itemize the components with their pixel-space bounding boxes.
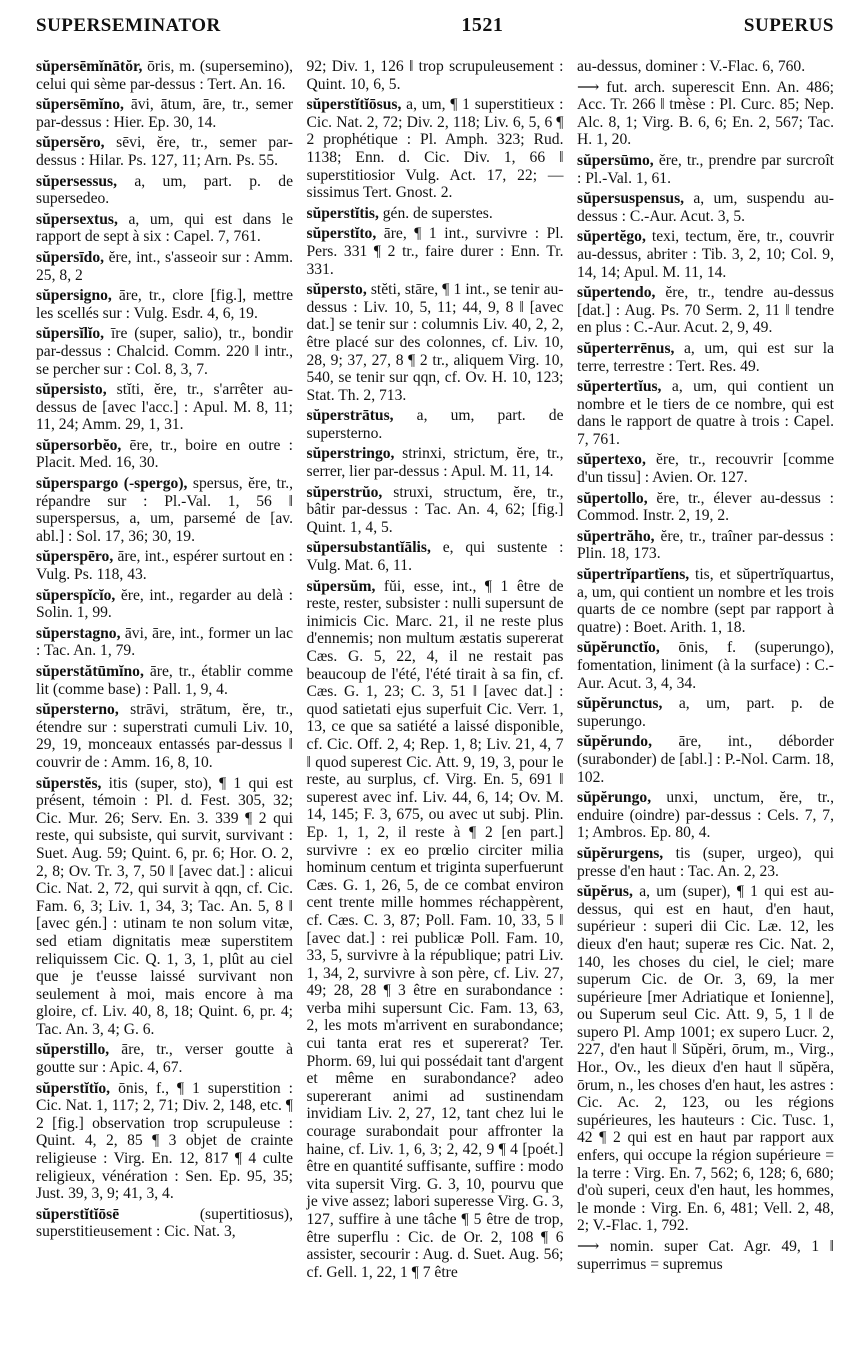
dictionary-entry xyxy=(36,249,293,284)
headword: sŭpersuspensus, xyxy=(577,190,685,208)
entry-text: a, um, part. p. de superungo. xyxy=(577,695,834,730)
entry-text: a, um, qui est dans le rapport de sept à six : Capel. 7, 761. xyxy=(36,210,293,246)
headword: sŭpertrăho, xyxy=(577,527,655,545)
headword: sŭperstrŭo, xyxy=(306,483,383,501)
dictionary-entry xyxy=(36,1080,293,1203)
dictionary-entry xyxy=(36,211,293,246)
headword: sŭperspargo (-spergo), xyxy=(36,475,188,493)
headword: sŭpertexo, xyxy=(577,451,646,469)
headword: sŭpĕrus, xyxy=(577,883,633,901)
dictionary-entry xyxy=(307,205,564,223)
entry-text: ōnis, f. (superungo), fomentation, liniment (à la surface) : C.-Aur. Acut. 3, 4, 34. xyxy=(577,639,834,692)
headword: sŭperstătūmĭno, xyxy=(36,663,144,680)
entry-text: strāvi, strātum, ĕre, tr., étendre sur : superstrati cumuli Liv. 10, 29, 19, monceaux entassés par-dessus ‖ couvrir de : Amm. 16, 8, 10. xyxy=(36,701,293,771)
entry-text: au-dessus, dominer : V.-Flac. 6, 760. xyxy=(577,58,806,75)
dictionary-entry xyxy=(36,134,293,169)
dictionary-entry xyxy=(36,325,293,378)
headword: sŭpersĕro, xyxy=(36,134,105,152)
headword: sŭperstĭtĭōsus, xyxy=(306,96,402,114)
dictionary-entry xyxy=(36,437,293,472)
entry-text: a, um, suspendu au-dessus : C.-Aur. Acut. 3, 5. xyxy=(577,190,834,225)
dictionary-entry xyxy=(577,451,834,486)
entry-text: a, um, part. de supersterno. xyxy=(306,407,564,442)
entry-text: fŭi, esse, int., ¶ 1 être de reste, rester, subsister : nulli supersunt de inimicis Cic. Marc. 21, il ne reste plus d'ennemis; non multum æstatis supererat Cæs. G. 5, 22, 4, il ne restait pas beaucoup de l'été, l'été tirait à sa fin, cf. Cæs. G. 1, 23; C. 3, 51 ‖ [avec dat.] : quod satietati ejus superfuit Cic. Verr. 1, 13, ce que sa satiété a laissé disponible, cf. Cic. Off. 2, 4; Rep. 1, 8; Liv. 21, 4, 7 ‖ quod superest Cic. Att. 9, 19, 3, pour le reste, au surplus, cf. Virg. En. 5, 691 ‖ superest avec inf. Liv. 44, 6, 14; Ov. M. 14, 145; F. 3, 675, ou avec ut subj. Plin. Ep. 1, 1, 2, il reste à ¶ 2 [en part.] survivre : ex eo prœlio circiter milia hominum centum et triginta superfuerunt Cæs. G. 1, 26, 5, de ce combat environ cent trente mille hommes réchappèrent, cf. Cæs. C. 3, 87; Poll. Fam. 10, 33, 5 ‖ [avec dat.] : rei publicæ Poll. Fam. 10, 33, 5, survivre à la république; patri Liv. 1, 34, 2, survivre à son père, cf. Liv. 27, 49; 28, 28 ¶ 3 être en surabondance : verba mihi supersunt Cic. Fam. 13, 63, 2, les mots m'arrivent en surabondance; cui tanta erat res et supererat? Ter. Phorm. 69, lui qui possédait tant d'argent et même en surabondance? adeo supererant animi ad sustinendam invidiam Liv. 2, 27, 12, tant chez lui le courage surabondait pour affronter la haine, cf. Liv. 1, 6, 3; 2, 42, 9 ¶ 4 [poét.] être en quantité suffisante, suffire : modo vita supersit Virg. G. 3, 10, pourvu que je vive assez; labori superesse Virg. G. 3, 127, suffire à une tâche ¶ 5 être de trop, être superflu : Cic. de Or. 2, 108 ¶ 6 assister, secourir : Aug. d. Suet. Aug. 56; cf. Gell. 1, 22, 1 ¶ 7 être xyxy=(306,577,564,1281)
dictionary-entry xyxy=(36,775,293,1039)
headword: sŭpĕrungo, xyxy=(577,789,652,807)
entry-text: ōris, m. (superseminо), celui qui sème par-dessus : Tert. An. 16. xyxy=(36,58,293,93)
entry-text: tis (super, urgeo), qui presse d'en haut : Tac. An. 2, 23. xyxy=(577,844,834,880)
column-right xyxy=(577,58,834,1284)
entry-text: a, um, qui contient un nombre et le tiers de ce nombre, qui est dans le rapport de quatre à trois : Capel. 7, 761. xyxy=(577,378,834,448)
dictionary-entry xyxy=(36,625,293,660)
entry-text: a, um, ¶ 1 superstitieux : Cic. Nat. 2, 72; Div. 2, 118; Liv. 6, 5, 6 ¶ 2 prophétique : Pl. Amph. 323; Rud. 1138; Enn. d. Cic. Div. 1, 66 ‖ superstitiosior Vulg. Act. 17, 22; — sissimus Tert. Gnost. 2. xyxy=(306,96,564,202)
entry-text: tis, et sŭpertrĭquartus, a, um, qui contient un nombre et les trois quarts de ce nombre (sept par rapport à quatre) : Boet. Arith. 1, 18. xyxy=(577,566,834,636)
dictionary-entry xyxy=(307,58,564,93)
entry-text: ĕre, tr., tendre au-dessus [dat.] : Aug. Ps. 70 Serm. 2, 11 ‖ tendre en plus : C.-Aur. Acut. 2, 9, 49. xyxy=(577,284,834,337)
headword: sŭperstringo, xyxy=(306,445,395,463)
dictionary-entry xyxy=(307,225,564,278)
dictionary-entry xyxy=(577,845,834,880)
dictionary-entry xyxy=(577,1238,834,1273)
right-guide-word: SUPERUS xyxy=(743,15,834,36)
dictionary-entry xyxy=(307,578,564,1282)
dictionary-entry xyxy=(36,173,293,208)
entry-text: īre (super, salio), tr., bondir par-dessus : Chalcid. Comm. 220 ‖ intr., se percher sur : Col. 8, 3, 7. xyxy=(36,325,293,378)
dictionary-entry xyxy=(577,190,834,225)
entry-text: stĕti, stāre, ¶ 1 int., se tenir au-dessus : Liv. 10, 5, 11; 44, 9, 8 ‖ [avec dat.] se tenir sur : columnis Liv. 40, 2, 2, être placé sur des colonnes, cf. Liv. 10, 28, 9; 37, 27, 8 ¶ 2 tr., aliquem Virg. 10, 540, se tenir sur qqn, cf. Ov. H. 10, 123; Stat. Th. 2, 713. xyxy=(306,281,564,404)
column-middle xyxy=(307,58,564,1284)
dictionary-entry xyxy=(36,1041,293,1076)
page-number: 1521 xyxy=(461,14,504,36)
headword: sŭpĕrundo, xyxy=(577,733,652,751)
dictionary-entry xyxy=(307,539,564,574)
dictionary-entry xyxy=(36,96,293,131)
entry-text: āre, tr., clore [fig.], mettre les scellés sur : Vulg. Esdr. 4, 6, 19. xyxy=(36,287,293,322)
entry-text: ĕre, tr., recouvrir [comme d'un tissu] : Avien. Or. 127. xyxy=(577,451,834,487)
dictionary-entry xyxy=(36,548,293,583)
entry-text: ĕre, int., s'asseoir sur : Amm. 25, 8, 2 xyxy=(36,248,293,284)
entry-text: gén. de superstes. xyxy=(378,204,493,222)
running-head xyxy=(36,14,834,44)
dictionary-entry xyxy=(577,528,834,563)
entry-text: āvi, āre, int., former un lac : Tac. An. 1, 79. xyxy=(36,624,293,660)
headword: sŭpersterno, xyxy=(36,701,119,719)
entry-text: spersus, ĕre, tr., répandre sur : Pl.-Val. 1, 56 ‖ superspersus, a, um, parsemé de [av. abl.] : Sol. 17, 36; 30, 19. xyxy=(36,475,293,545)
headword: sŭpersto, xyxy=(306,281,367,299)
dictionary-entry xyxy=(36,381,293,434)
headword: sŭperstĭtĭōsē xyxy=(36,1205,120,1223)
dictionary-entry xyxy=(577,340,834,375)
left-guide-word: SUPERSEMINATOR xyxy=(36,15,221,36)
dictionary-entry xyxy=(307,407,564,442)
dictionary-entry xyxy=(577,152,834,187)
headword: sŭpersessus, xyxy=(36,172,118,190)
dictionary-entry xyxy=(307,96,564,202)
columns xyxy=(36,58,834,1284)
dictionary-entry xyxy=(307,281,564,404)
headword: sŭperspēro, xyxy=(36,548,114,566)
headword: sŭpersīdo, xyxy=(36,248,105,266)
headword: sŭperspĭcĭo, xyxy=(36,586,116,604)
dictionary-entry xyxy=(577,378,834,448)
dictionary-entry xyxy=(577,639,834,692)
headword: sŭpersisto, xyxy=(36,381,107,399)
entry-text: ēre, tr., boire en outre : Placit. Med. 16, 30. xyxy=(36,436,293,472)
headword: sŭperterrēnus, xyxy=(577,339,675,357)
column-left xyxy=(36,58,293,1284)
entry-text: stĭti, ĕre, tr., s'arrêter au-dessus de [avec l'acc.] : Apul. M. 8, 11; 11, 24; Amm. 29, 1, 31. xyxy=(36,381,293,434)
headword: sŭpertĕgo, xyxy=(577,228,646,246)
entry-text: strinxi, strictum, ĕre, tr., serrer, lier par-dessus : Apul. M. 11, 14. xyxy=(306,445,564,481)
dictionary-entry xyxy=(577,733,834,786)
headword: sŭpersēmĭnātŏr, xyxy=(36,58,143,75)
entry-text: ĕre, tr., prendre par surcroît : Pl.-Val. 1, 61. xyxy=(577,151,834,187)
entry-text: (supertitiosus), superstitieusement : Cic. Nat. 3, xyxy=(36,1205,293,1241)
headword: sŭperstĭtĭo, xyxy=(36,1079,111,1097)
headword: sŭperstagno, xyxy=(36,624,121,642)
dictionary-entry xyxy=(577,490,834,525)
dictionary-entry xyxy=(577,228,834,281)
dictionary-entry xyxy=(307,484,564,537)
dictionary-entry xyxy=(577,79,834,149)
dictionary-entry xyxy=(577,284,834,337)
headword: sŭpersorbĕo, xyxy=(36,436,122,454)
entry-text: a, um, qui est sur la terre, terrestre : Tert. Res. 49. xyxy=(577,339,834,375)
dictionary-entry xyxy=(36,1206,293,1241)
entry-text: 92; Div. 1, 126 ‖ trop scrupuleusement : Quint. 10, 6, 5. xyxy=(306,58,564,93)
dictionary-entry xyxy=(36,701,293,771)
entry-text: e, qui sustente : Vulg. Mat. 6, 11. xyxy=(306,539,564,575)
entry-text: āre, int., espérer surtout en : Vulg. Ps. 118, 43. xyxy=(36,548,293,584)
entry-text: ĕre, tr., traîner par-dessus : Plin. 18, 173. xyxy=(577,527,834,563)
entry-text: ĕre, tr., élever au-dessus : Commod. Instr. 2, 19, 2. xyxy=(577,489,834,525)
entry-text: sēvi, ĕre, tr., semer par-dessus : Hilar. Ps. 127, 11; Arn. Ps. 55. xyxy=(36,134,293,169)
headword: sŭpersigno, xyxy=(36,287,112,305)
entry-text: āre, tr., établir comme lit (comme base) : Pall. 1, 9, 4. xyxy=(36,663,293,698)
entry-text: a, um (super), ¶ 1 qui est au-dessus, qui est en haut, d'en haut, supérieur : superi dii Cic. Læ. 12, les dieux d'en haut; superæ res Cic. Nat. 2, 140, les choses du ciel, le ciel; mare superum Cic. de Or. 3, 69, la mer supérieure [mer Adriatique et Ionienne], ou Superum seul Cic. Att. 9, 5, 1 ‖ de supero Pl. Amp 1001; ex supero Lucr. 2, 227, d'en haut ‖ Sŭpĕri, ōrum, m., Virg., Hor., Ov., les dieux d'en haut ‖ sŭpĕra, ōrum, n., les choses d'en haut, les astres : Cic. Ac. 2, 123, ou les régions supérieures, les hauteurs : Cic. Tusc. 1, 42 ¶ 2 qui est en haut par rapport aux enfers, qui occupe la région supérieure = la terre : Virg. En. 7, 562; 6, 128; 6, 680; d'où superi, ceux d'en haut, les hommes, le monde : Virg. En. 6, 481; Vell. 2, 48, 2; V.-Flac. 1, 792. xyxy=(577,883,834,1235)
entry-text: āvi, ātum, āre, tr., semer par-dessus : Hier. Ep. 30, 14. xyxy=(36,96,293,131)
headword: sŭperstĭto, xyxy=(306,225,377,243)
headword: sŭpersŭm, xyxy=(306,577,376,595)
entry-text: a, um, part. p. de supersedeo. xyxy=(36,172,293,208)
headword: sŭperstillo, xyxy=(36,1041,110,1059)
headword: sŭperstĕs, xyxy=(36,774,102,792)
entry-text: ⟶ fut. arch. superescit Enn. An. 486; Acc. Tr. 266 ‖ tmèse : Pl. Curc. 85; Nep. Alc. 8, 1; Virg. B. 6, 6; En. 2, 567; Tac. H. 1, 20. xyxy=(577,78,834,149)
headword: sŭpertrĭpartĭens, xyxy=(577,566,690,584)
dictionary-entry xyxy=(307,445,564,480)
entry-text: itis (super, sto), ¶ 1 qui est présent, témoin : Pl. d. Fest. 305, 32; Cic. Mur. 26; Serv. En. 3. 339 ¶ 2 qui reste, qui subsiste, qui survit, survivant : Suet. Aug. 59; Quint. 6, pr. 6; Hor. O. 2, 2, 8; Ov. Tr. 3, 7, 50 ‖ [avec dat.] : alicui Cic. Nat. 2, 72, qui survit à qqn, cf. Cic. Fam. 6, 3; Liv. 1, 34, 3; Tac. An. 5, 8 ‖ [avec gén.] : utinam te non solum vitæ, sed etiam dignitatis meæ superstitem reliquissem Cic. Q. 1, 3, 1, plût au ciel que je t'eusse laissé survivant non seulement à moi, mais encore à ma gloire, cf. Liv. 40, 8, 18; Quint. 6, pr. 4; Tac. An. 3, 4; G. 6. xyxy=(36,774,293,1038)
headword: sŭpertollo, xyxy=(577,489,648,507)
dictionary-entry xyxy=(577,566,834,636)
entry-text: āre, tr., verser goutte à goutte sur : Apic. 4, 67. xyxy=(36,1041,293,1077)
headword: sŭpersubstantĭālis, xyxy=(306,539,431,557)
headword: sŭpĕrunctĭo, xyxy=(577,639,660,657)
headword: sŭperstrātus, xyxy=(306,407,394,425)
headword: sŭpertertĭus, xyxy=(577,378,662,396)
entry-text: struxi, structum, ĕre, tr., bâtir par-dessus : Tac. An. 4, 62; [fig.] Quint. 1, 4, 5. xyxy=(306,483,564,536)
headword: sŭpĕrunctus, xyxy=(577,695,663,713)
headword: sŭpersextus, xyxy=(36,210,118,228)
dictionary-entry xyxy=(36,287,293,322)
headword: sŭpertendo, xyxy=(577,284,656,302)
entry-text: āre, ¶ 1 int., survivre : Pl. Pers. 331 ¶ 2 tr., faire durer : Enn. Tr. 331. xyxy=(306,225,564,278)
entry-text: ōnis, f., ¶ 1 superstition : Cic. Nat. 1, 117; 2, 71; Div. 2, 148, etc. ¶ 2 [fig.] observation trop scrupuleuse : Quint. 4, 2, 85 ¶ 3 objet de crainte religieuse : Virg. En. 12, 817 ¶ 4 culte religieux, vénération : Sen. Ep. 95, 35; Just. 39, 3, 9; 41, 3, 4. xyxy=(36,1079,293,1203)
entry-text: āre, int., déborder (surabonder) de [abl.] : P.-Nol. Carm. 18, 102. xyxy=(577,733,834,786)
headword: sŭpĕrurgens, xyxy=(577,844,664,862)
entry-text: ⟶ nomin. super Cat. Agr. 49, 1 ‖ superrimus = supremus xyxy=(577,1238,834,1273)
entry-text: unxi, unctum, ĕre, tr., enduire (oindre) par-dessus : Cels. 7, 7, 1; Ambros. Ep. 80, 4. xyxy=(577,789,834,842)
dictionary-entry xyxy=(36,663,293,698)
headword: sŭpersĭlĭo, xyxy=(36,325,105,343)
entry-text: texi, tectum, ĕre, tr., couvrir au-dessus, abriter : Tib. 3, 2, 10; Col. 9, 14, 14; Apul. M. 11, 14. xyxy=(577,228,834,281)
entry-text: ĕre, int., regarder au delà : Solin. 1, 99. xyxy=(36,586,293,622)
dictionary-entry xyxy=(36,587,293,622)
headword: sŭpersēmĭno, xyxy=(36,96,124,114)
dictionary-entry xyxy=(36,58,293,93)
dictionary-entry xyxy=(577,58,834,76)
dictionary-entry xyxy=(36,475,293,545)
dictionary-entry xyxy=(577,883,834,1235)
headword: sŭpersūmo, xyxy=(577,151,654,169)
headword: sŭperstĭtis, xyxy=(306,204,379,222)
dictionary-entry xyxy=(577,789,834,842)
dictionary-entry xyxy=(577,695,834,730)
